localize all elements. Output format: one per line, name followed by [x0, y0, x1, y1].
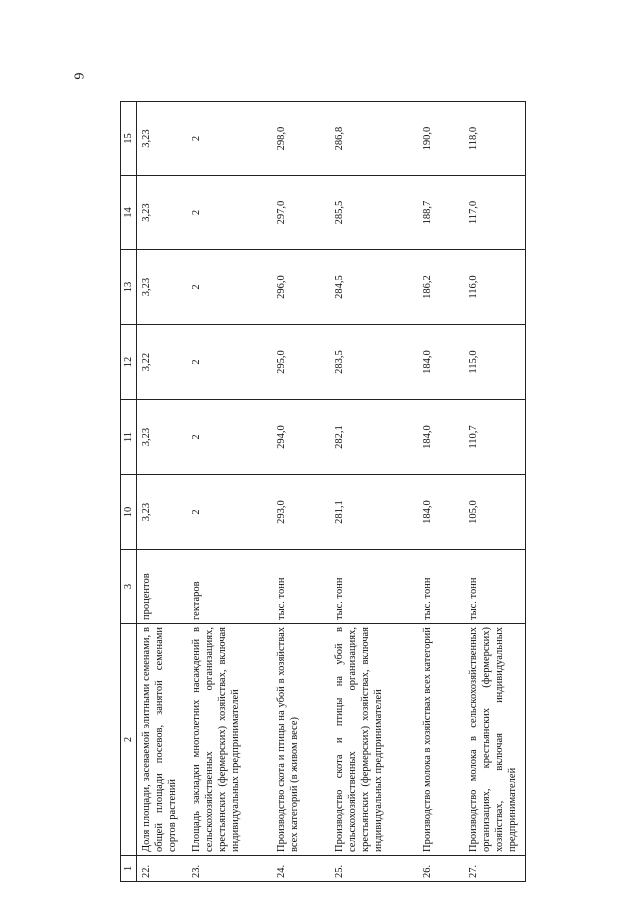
- value-cell: 2: [187, 102, 272, 176]
- value-cell: 2: [187, 325, 272, 400]
- value-cell: 3,23: [137, 400, 187, 475]
- value-cell: 3,23: [137, 250, 187, 325]
- header-cell: 15: [121, 102, 137, 176]
- value-cell: 186,2: [418, 250, 464, 325]
- indicator-name: Производство молока в хозяйствах всех категорий: [418, 624, 464, 856]
- table-row: [464, 102, 526, 882]
- table-row: [137, 102, 187, 882]
- header-cell: 13: [121, 250, 137, 325]
- value-cell: 296,0: [272, 250, 330, 325]
- value-cell: 294,0: [272, 400, 330, 475]
- value-cell: 118,0: [464, 102, 526, 176]
- table-row: [330, 102, 418, 882]
- value-cell: 2: [187, 250, 272, 325]
- indicators-table: [120, 101, 526, 882]
- value-cell: 293,0: [272, 475, 330, 550]
- row-number: 25.: [330, 856, 418, 882]
- value-cell: 2: [187, 176, 272, 250]
- value-cell: 285,5: [330, 176, 418, 250]
- value-cell: 286,8: [330, 102, 418, 176]
- header-cell: 1: [121, 856, 137, 882]
- row-number: 22.: [137, 856, 187, 882]
- value-cell: 2: [187, 400, 272, 475]
- indicator-name: Производство молока в сельскохозяйственных организациях, крестьянских (фермерских) хозяйствах, включая индивидуальных предпринимателей: [464, 624, 526, 856]
- value-cell: 283,5: [330, 325, 418, 400]
- header-cell: 10: [121, 475, 137, 550]
- value-cell: 284,5: [330, 250, 418, 325]
- value-cell: 2: [187, 475, 272, 550]
- indicator-name: Производство скота и птицы на убой в сельскохозяйственных организациях, крестьянских (фермерских) хозяйствах, включая индивидуальных предпринимателей: [330, 624, 418, 856]
- value-cell: 295,0: [272, 325, 330, 400]
- header-row: [121, 102, 137, 882]
- unit: тыс. тонн: [418, 550, 464, 624]
- value-cell: 184,0: [418, 475, 464, 550]
- indicator-name: Доля площади, засеваемой элитными семенами, в общей площади посевов, занятой семенами сортов растений: [137, 624, 187, 856]
- table-row: [418, 102, 464, 882]
- header-cell: 14: [121, 176, 137, 250]
- header-cell: 12: [121, 325, 137, 400]
- rotated-table-container: [120, 72, 520, 882]
- value-cell: 188,7: [418, 176, 464, 250]
- value-cell: 190,0: [418, 102, 464, 176]
- unit: процентов: [137, 550, 187, 624]
- value-cell: 297,0: [272, 176, 330, 250]
- value-cell: 281,1: [330, 475, 418, 550]
- indicator-name: Площадь закладки многолетних насаждений в сельскохозяйственных организациях, крестьянских (фермерских) хозяйствах, включая индивидуальных предпринимателей: [187, 624, 272, 856]
- unit: тыс. тонн: [464, 550, 526, 624]
- row-number: 24.: [272, 856, 330, 882]
- value-cell: 110,7: [464, 400, 526, 475]
- header-cell: 11: [121, 400, 137, 475]
- unit: гектаров: [187, 550, 272, 624]
- row-number: 23.: [187, 856, 272, 882]
- table-row: [187, 102, 272, 882]
- row-number: 27.: [464, 856, 526, 882]
- value-cell: 184,0: [418, 325, 464, 400]
- row-number: 26.: [418, 856, 464, 882]
- value-cell: 3,22: [137, 325, 187, 400]
- value-cell: 115,0: [464, 325, 526, 400]
- unit: тыс. тонн: [272, 550, 330, 624]
- value-cell: 3,23: [137, 475, 187, 550]
- value-cell: 3,23: [137, 102, 187, 176]
- value-cell: 282,1: [330, 400, 418, 475]
- value-cell: 116,0: [464, 250, 526, 325]
- header-cell: 2: [121, 624, 137, 856]
- page-number: 6: [70, 72, 86, 80]
- indicator-name: Производство скота и птицы на убой в хозяйствах всех категорий (в живом весе): [272, 624, 330, 856]
- value-cell: 117,0: [464, 176, 526, 250]
- header-cell: 3: [121, 550, 137, 624]
- table-row: [272, 102, 330, 882]
- value-cell: 298,0: [272, 102, 330, 176]
- unit: тыс. тонн: [330, 550, 418, 624]
- value-cell: 184,0: [418, 400, 464, 475]
- value-cell: 105,0: [464, 475, 526, 550]
- value-cell: 3,23: [137, 176, 187, 250]
